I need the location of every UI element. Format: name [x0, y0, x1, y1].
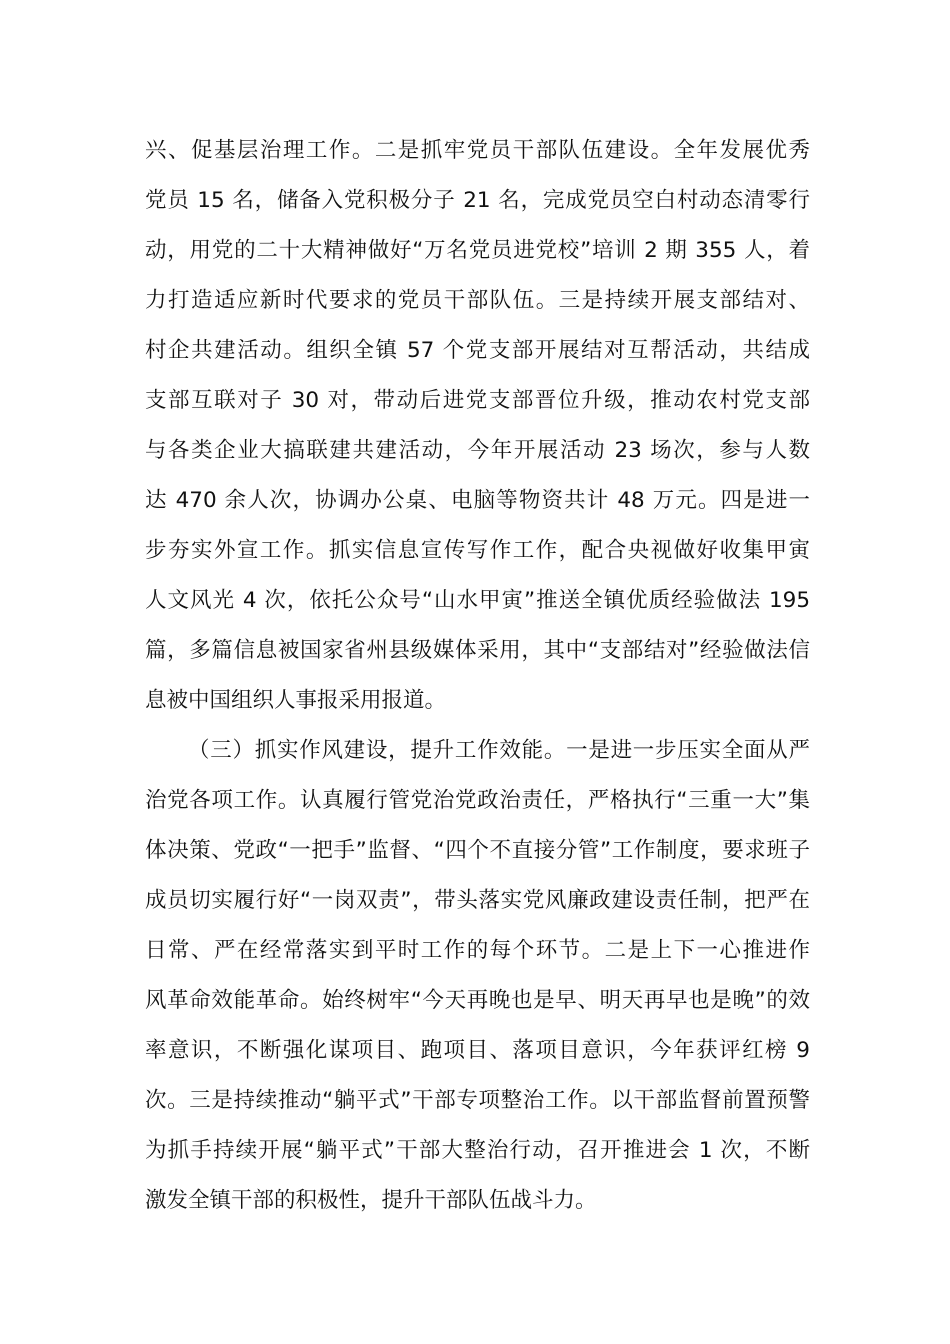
paragraph-1-line: 党员 15 名，储备入党积极分子 21 名，完成党员空白村动态清零行: [145, 188, 810, 213]
paragraph-2-line: 成员切实履行好“一岗双责”，带头落实党风廉政建设责任制，把严在: [145, 888, 810, 913]
document-body: [145, 126, 810, 1226]
paragraph-1-line: 篇，多篇信息被国家省州县级媒体采用，其中“支部结对”经验做法信: [145, 638, 810, 663]
paragraph-1-line: 力打造适应新时代要求的党员干部队伍。三是持续开展支部结对、: [145, 288, 810, 313]
paragraph-1-line: 动，用党的二十大精神做好“万名党员进党校”培训 2 期 355 人，着: [145, 238, 810, 263]
paragraph-2-line: （三）抓实作风建设，提升工作效能。一是进一步压实全面从严: [188, 738, 810, 763]
paragraph-1-line: 兴、促基层治理工作。二是抓牢党员干部队伍建设。全年发展优秀: [145, 138, 810, 163]
paragraph-2: [145, 726, 810, 1226]
paragraph-1-line: 步夯实外宣工作。抓实信息宣传写作工作，配合央视做好收集甲寅: [145, 538, 810, 563]
paragraph-2-line: 激发全镇干部的积极性，提升干部队伍战斗力。: [145, 1188, 597, 1213]
paragraph-2-line: 治党各项工作。认真履行管党治党政治责任，严格执行“三重一大”集: [145, 788, 810, 813]
paragraph-1-line: 支部互联对子 30 对，带动后进党支部晋位升级，推动农村党支部: [145, 388, 810, 413]
paragraph-1-line: 息被中国组织人事报采用报道。: [145, 688, 447, 713]
paragraph-1: [145, 126, 810, 726]
paragraph-1-line: 村企共建活动。组织全镇 57 个党支部开展结对互帮活动，共结成: [145, 338, 810, 363]
paragraph-1-line: 达 470 余人次，协调办公桌、电脑等物资共计 48 万元。四是进一: [145, 488, 810, 513]
paragraph-2-line: 为抓手持续开展“躺平式”干部大整治行动，召开推进会 1 次，不断: [145, 1138, 810, 1163]
paragraph-1-line: 与各类企业大搞联建共建活动，今年开展活动 23 场次，参与人数: [145, 438, 810, 463]
paragraph-2-line: 体决策、党政“一把手”监督、“四个不直接分管”工作制度，要求班子: [145, 838, 810, 863]
paragraph-2-line: 风革命效能革命。始终树牢“今天再晚也是早、明天再早也是晚”的效: [145, 988, 810, 1013]
paragraph-2-line: 日常、严在经常落实到平时工作的每个环节。二是上下一心推进作: [145, 938, 810, 963]
paragraph-1-line: 人文风光 4 次，依托公众号“山水甲寅”推送全镇优质经验做法 195: [145, 588, 810, 613]
paragraph-2-line: 次。三是持续推动“躺平式”干部专项整治工作。以干部监督前置预警: [145, 1088, 810, 1113]
paragraph-2-line: 率意识，不断强化谋项目、跑项目、落项目意识，今年获评红榜 9: [145, 1038, 810, 1063]
